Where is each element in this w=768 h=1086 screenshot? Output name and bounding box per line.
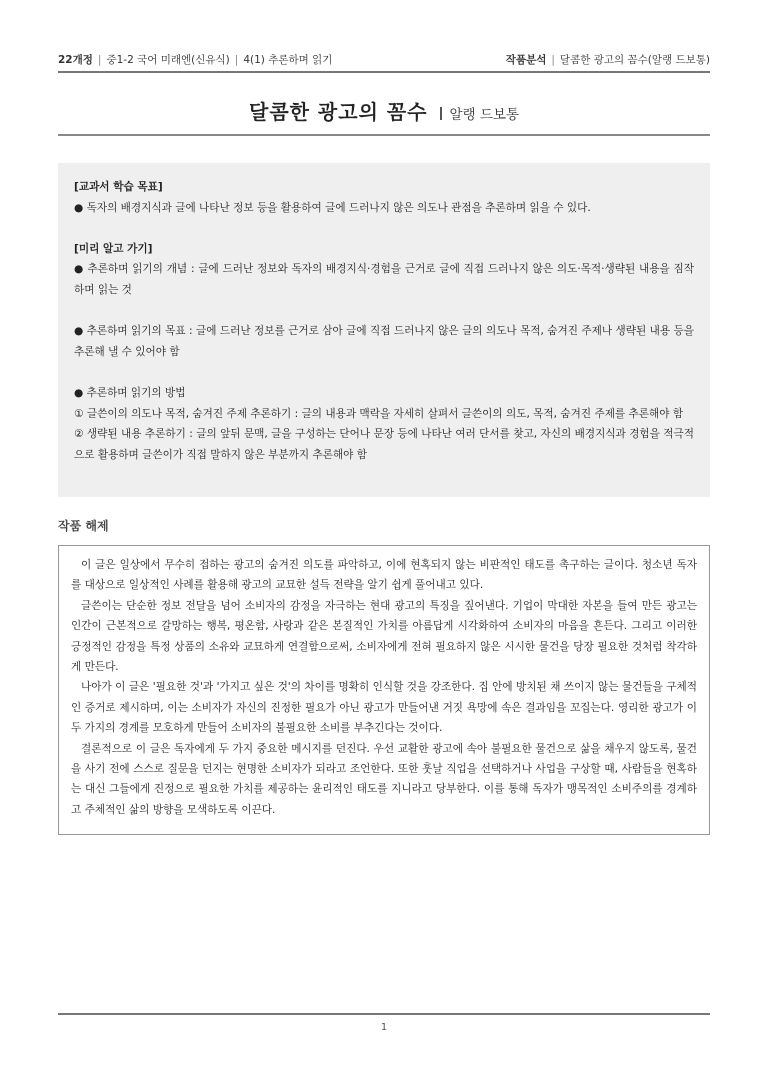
work-title: 달콤한 광고의 꼼수 bbox=[249, 100, 428, 124]
page-number: 1 bbox=[380, 1022, 388, 1033]
header-divider bbox=[58, 71, 710, 73]
learning-box bbox=[58, 163, 710, 497]
spacer bbox=[74, 218, 694, 239]
spacer bbox=[74, 362, 694, 383]
spacer bbox=[74, 301, 694, 322]
analysis-paragraph: 글쓴이는 단순한 정보 전달을 넘어 소비자의 감정을 자극하는 현대 광고의 특징을 짚어낸다. 기업이 막대한 자본을 들여 만든 광고는 인간이 근본적으로 갈망하는 행복, 평온함, 사랑과 같은 본질적인 가치를 아름답게 시각화하여 소비자의 마음을 흔든다. 그리고 이러한 긍정적인 감정을 특정 상품의 소유와 교묘하게 연결함으로써, 소비자에게 전혀 필요하지 않은 시시한 물건을 당장 필요한 것처럼 착각하게 만든다. bbox=[71, 599, 697, 674]
page-title bbox=[58, 96, 710, 125]
header-separator: | bbox=[234, 54, 239, 66]
objectives-item: ● 독자의 배경지식과 글에 나타난 정보 등을 활용하여 글에 드러나지 않은 의도나 관점을 추론하며 읽을 수 있다. bbox=[74, 201, 591, 214]
footer-divider bbox=[58, 1013, 710, 1015]
analysis-paragraph: 결론적으로 이 글은 독자에게 두 가지 중요한 메시지를 던진다. 우선 교활한 광고에 속아 불필요한 물건으로 삶을 채우지 않도록, 물건을 사기 전에 스스로 질문을 던지는 현명한 소비자가 되라고 조언한다. 또한 훗날 직업을 선택하거나 사업을 구상할 때, 사람들을 현혹하는 대신 그들에게 진정으로 필요한 가치를 제공하는 윤리적인 태도를 지니라고 당부한다. 이를 통해 독자가 맹목적인 소비주의를 경계하고 주체적인 삶의 방향을 모색하도록 이끈다. bbox=[71, 742, 697, 816]
header-separator: | bbox=[97, 54, 102, 66]
header-left bbox=[58, 52, 332, 67]
page-header bbox=[58, 52, 710, 70]
work-label: 달콤한 광고의 꼼수(알랭 드보통) bbox=[559, 54, 710, 66]
unit-label: 4(1) 추론하며 읽기 bbox=[243, 54, 333, 66]
work-author: 알랭 드보통 bbox=[449, 107, 519, 123]
header-right bbox=[506, 52, 710, 67]
analysis-paragraph: 나아가 이 글은 '필요한 것'과 '가지고 싶은 것'의 차이를 명확히 인식할 것을 강조한다. 집 안에 방치된 채 쓰이지 않는 물건들을 구체적인 증거로 제시하며, 이는 소비자가 자신의 진정한 필요가 아닌 광고가 만들어낸 거짓 욕망에 속은 결과임을 꼬집는다. 영리한 광고가 이 두 가지의 경계를 모호하게 만들어 소비자의 불필요한 소비를 부추긴다는 것이다. bbox=[71, 681, 697, 735]
preview-concept: ● 추론하며 읽기의 개념 : 글에 드러난 정보와 독자의 배경지식·경험을 근거로 글에 직접 드러나지 않은 의도·목적·생략된 내용을 짐작하며 읽는 것 bbox=[74, 263, 694, 296]
preview-method-2: ② 생략된 내용 추론하기 : 글의 앞뒤 문맥, 글을 구성하는 단어나 문장 등에 나타난 여러 단서를 찾고, 자신의 배경지식과 경험을 적극적으로 활용하며 글쓴이가 직접 말하지 않은 부분까지 추론해야 함 bbox=[74, 428, 694, 461]
header-separator: | bbox=[551, 54, 555, 66]
analysis-title: 작품 해제 bbox=[58, 519, 109, 533]
title-separator bbox=[440, 107, 442, 120]
preview-heading: [미리 알고 가기] bbox=[74, 242, 153, 255]
curriculum-label: 22개정 bbox=[58, 54, 93, 66]
preview-method-heading: ● 추론하며 읽기의 방법 bbox=[74, 386, 186, 399]
preview-goal: ● 추론하며 읽기의 목표 : 글에 드러난 정보를 근거로 삼아 글에 직접 드러나지 않은 글의 의도나 목적, 숨겨진 주제나 생략된 내용 등을 추론해 낼 수 있어야 함 bbox=[74, 325, 694, 358]
doc-type-label: 작품분석 bbox=[505, 54, 547, 66]
title-divider bbox=[58, 134, 710, 136]
preview-method-1: ① 글쓴이의 의도나 목적, 숨겨진 주제 추론하기 : 글의 내용과 맥락을 자세히 살펴서 글쓴이의 의도, 목적, 숨겨진 주제를 추론해야 함 bbox=[74, 407, 684, 420]
textbook-label: 중1-2 국어 미래엔(신유식) bbox=[106, 54, 230, 66]
objectives-heading: [교과서 학습 목표] bbox=[74, 181, 163, 193]
analysis-box bbox=[58, 545, 710, 835]
analysis-paragraph: 이 글은 일상에서 무수히 접하는 광고의 숨겨진 의도를 파악하고, 이에 현혹되지 않는 비판적인 태도를 촉구하는 글이다. 청소년 독자를 대상으로 일상적인 사례를 활용해 광고의 교묘한 설득 전략을 알기 쉽게 풀어내고 있다. bbox=[71, 559, 697, 592]
